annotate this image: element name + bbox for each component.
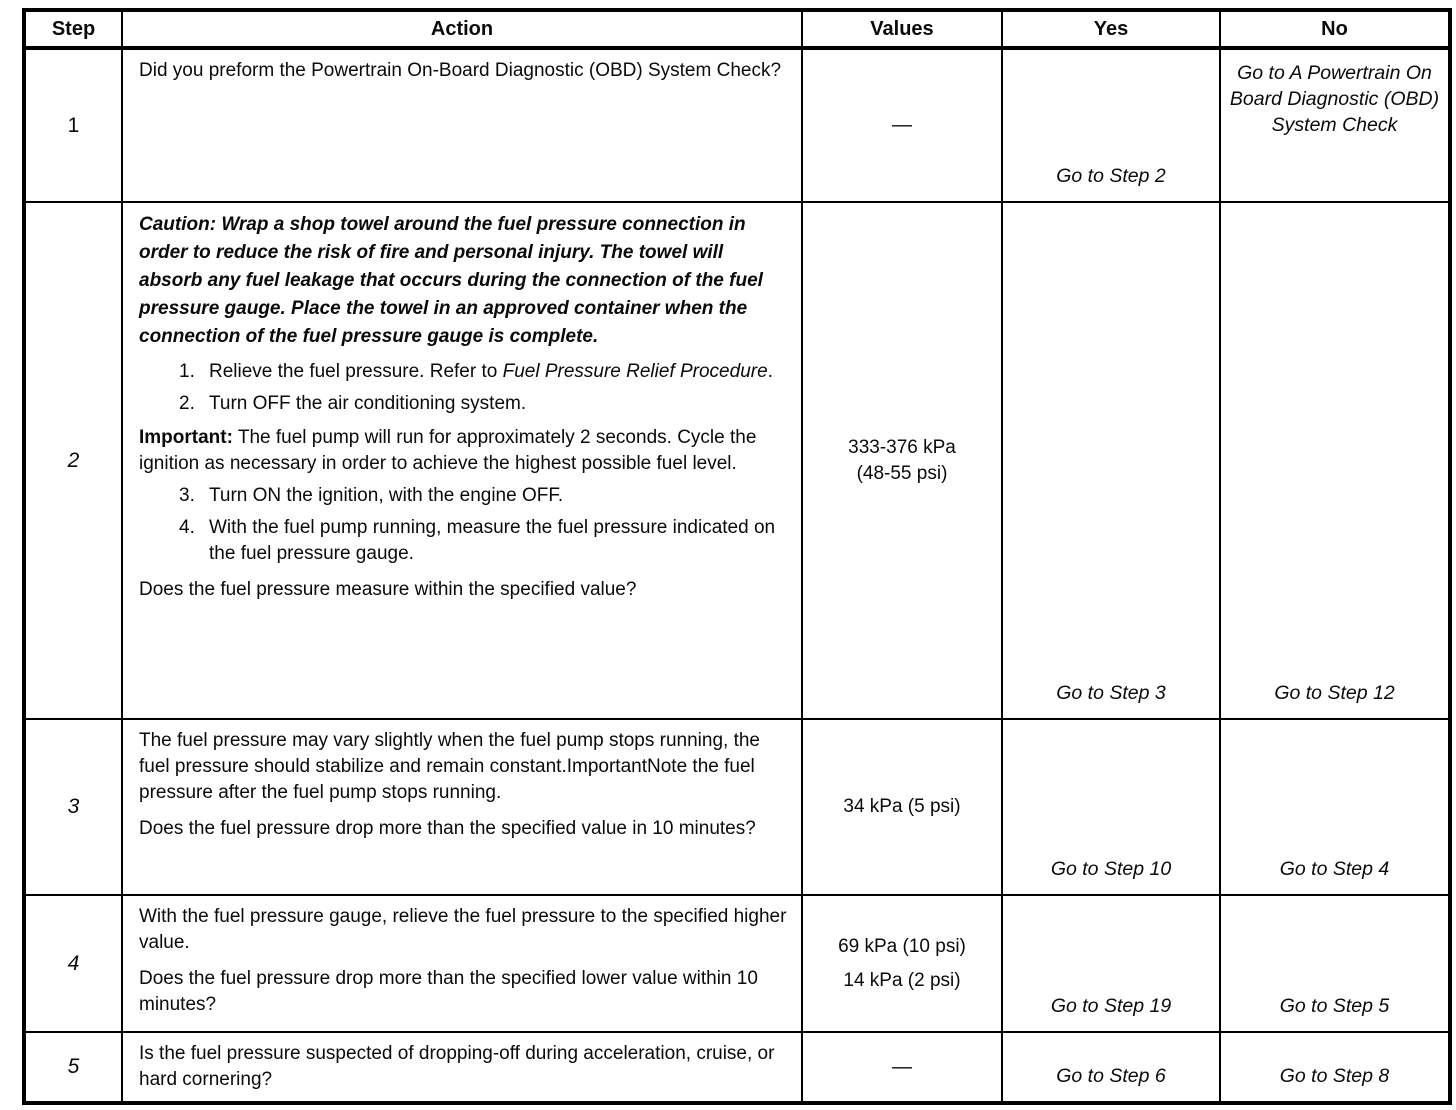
no-goto-text: Go to A Powertrain On Board Diagnostic (OBD) System Check: [1229, 62, 1440, 136]
yes-cell: [1002, 719, 1220, 895]
no-cell: [1220, 202, 1450, 719]
action-question: Does the fuel pressure measure within the specified value?: [139, 579, 637, 600]
list-item-number: 4.: [179, 517, 195, 538]
header-action: Action: [122, 10, 802, 48]
table-row-step-5: [24, 1032, 1450, 1103]
list-item-number: 2.: [179, 393, 195, 414]
action-cell: [122, 895, 802, 1032]
yes-cell: [1002, 895, 1220, 1032]
list-item-text-plain: Relieve the fuel pressure. Refer to: [209, 361, 503, 382]
list-item-text-end: .: [767, 361, 773, 382]
important-note: [139, 425, 787, 477]
yes-cell: [1002, 202, 1220, 719]
no-goto-text: Go to Step 4: [1279, 858, 1390, 880]
yes-goto-text: Go to Step 2: [1056, 165, 1166, 187]
table-row-step-1: [24, 48, 1450, 202]
yes-cell: [1002, 1032, 1220, 1103]
no-cell: [1220, 1032, 1450, 1103]
header-no: No: [1220, 10, 1450, 48]
list-item-number: 3.: [179, 485, 195, 506]
no-goto-text: Go to Step 5: [1279, 995, 1390, 1017]
procedure-reference: Fuel Pressure Relief Procedure: [502, 361, 768, 382]
values-cell: [802, 48, 1002, 202]
table-row-step-2: [24, 202, 1450, 719]
list-item-number: 1.: [179, 361, 195, 382]
yes-goto-text: Go to Step 3: [1056, 682, 1166, 704]
values-dash: —: [892, 114, 912, 136]
caution-text: Caution: Wrap a shop towel around the fuel pressure connection in order to reduce the risk of fire and personal injury. The towel will absorb any fuel leakage that occurs during the connection of the fuel pressure gauge. Place the towel in an approved container when the connection of the fuel pressure gauge is complete.: [139, 214, 763, 347]
fuel-pressure-diagnostic-table: [22, 8, 1452, 1105]
action-question: Does the fuel pressure drop more than the specified value in 10 minutes?: [139, 818, 756, 839]
values-cell: [802, 719, 1002, 895]
list-item-text: Turn ON the ignition, with the engine OFF.: [209, 485, 564, 506]
action-text: With the fuel pressure gauge, relieve the fuel pressure to the specified higher value.: [139, 906, 787, 953]
step-number: 5: [24, 1032, 122, 1103]
action-cell: [122, 719, 802, 895]
action-cell: [122, 202, 802, 719]
values-cell: [802, 202, 1002, 719]
no-cell: [1220, 895, 1450, 1032]
step-number: 4: [24, 895, 122, 1032]
action-cell: [122, 48, 802, 202]
header-step: Step: [24, 10, 122, 48]
values-line-1: 333-376 kPa: [848, 436, 956, 458]
yes-goto-text: Go to Step 10: [1050, 858, 1172, 880]
no-goto-text: Go to Step 12: [1274, 682, 1395, 704]
table-row-step-4: [24, 895, 1450, 1032]
values-text: 34 kPa (5 psi): [843, 796, 961, 817]
list-item-text: With the fuel pump running, measure the fuel pressure indicated on the fuel pressure gauge.: [209, 517, 776, 564]
step-number: 2: [24, 202, 122, 719]
step-number: 3: [24, 719, 122, 895]
values-line-2: (48-55 psi): [856, 462, 948, 484]
action-cell: [122, 1032, 802, 1103]
action-list-item-2: [139, 391, 787, 417]
values-line-1: 69 kPa (10 psi): [838, 935, 966, 957]
values-dash: —: [892, 1055, 912, 1078]
list-item-text: Turn OFF the air conditioning system.: [209, 393, 527, 414]
header-row: [24, 10, 1450, 48]
values-cell: [802, 895, 1002, 1032]
important-label: Important:: [139, 427, 233, 448]
no-goto-text: Go to Step 8: [1279, 1065, 1390, 1087]
header-yes: Yes: [1002, 10, 1220, 48]
no-cell: [1220, 719, 1450, 895]
important-text: The fuel pump will run for approximately 2 seconds. Cycle the ignition as necessary in order to achieve the highest possible fuel level.: [139, 427, 757, 474]
action-text: Is the fuel pressure suspected of dropping-off during acceleration, cruise, or hard cornering?: [139, 1043, 775, 1090]
action-text: The fuel pressure may vary slightly when the fuel pump stops running, the fuel pressure should stabilize and remain constant.ImportantNote the fuel pressure after the fuel pump stops running.: [139, 730, 760, 803]
action-question: Does the fuel pressure drop more than the specified lower value within 10 minutes?: [139, 968, 758, 1015]
values-cell: [802, 1032, 1002, 1103]
action-list-item-4: [139, 515, 787, 567]
values-line-2: 14 kPa (2 psi): [843, 969, 961, 991]
header-values: Values: [802, 10, 1002, 48]
yes-cell: [1002, 48, 1220, 202]
no-cell: [1220, 48, 1450, 202]
yes-goto-text: Go to Step 19: [1050, 995, 1172, 1017]
action-list-item-1: [139, 359, 787, 385]
list-item-text: [209, 359, 787, 385]
action-text: Did you preform the Powertrain On-Board Diagnostic (OBD) System Check?: [139, 60, 782, 81]
yes-goto-text: Go to Step 6: [1056, 1065, 1166, 1087]
table-row-step-3: [24, 719, 1450, 895]
action-list-item-3: [139, 483, 787, 509]
step-number: 1: [24, 48, 122, 202]
